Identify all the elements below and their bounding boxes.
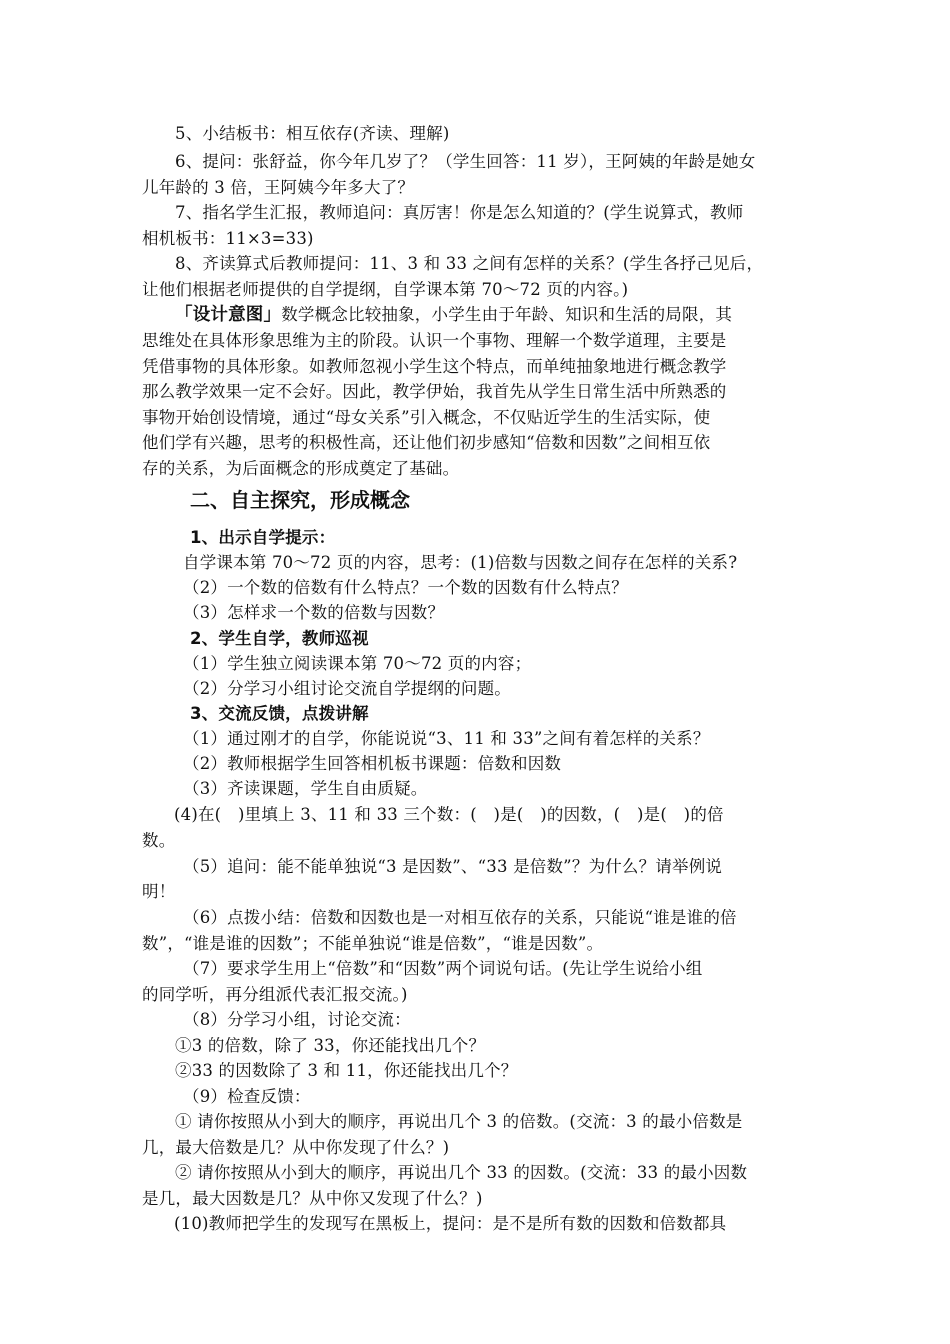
- summary-line: 5、小结板书：相互依存(齐读、理解): [175, 124, 450, 143]
- design-intent-tag: 「设计意图」: [175, 305, 282, 325]
- read-aloud-line: 8、齐读算式后教师提问：11、3 和 33 之间有怎样的关系？(学生各抒己见后，: [175, 254, 764, 273]
- step1-line: （3）怎样求一个数的倍数与因数？: [183, 603, 445, 622]
- step2-line: （1）学生独立阅读课本第 70～72 页的内容；: [183, 654, 532, 673]
- step3-line: ① 请你按照从小到大的顺序，再说出几个 3 的倍数。(交流：3 的最小倍数是: [175, 1112, 743, 1131]
- step3-line: 是几，最大因数是几？从中你又发现了什么？): [142, 1189, 483, 1208]
- step3-line: （7）要求学生用上“倍数”和“因数”两个词说句话。(先让学生说给小组: [183, 959, 703, 978]
- step3-line: 几，最大倍数是几？从中你发现了什么？): [142, 1138, 450, 1157]
- report-line: 7、指名学生汇报，教师追问：真厉害！你是怎么知道的？(学生说算式，教师: [175, 203, 744, 222]
- step3-line: （5）追问：能不能单独说“3 是因数”、“33 是倍数”？为什么？请举例说: [183, 857, 723, 876]
- step2-title: 2、学生自学，教师巡视: [190, 629, 369, 648]
- step3-line: （3）齐读课题，学生自由质疑。: [183, 779, 428, 798]
- step3-line: ②33 的因数除了 3 和 11，你还能找出几个？: [175, 1061, 518, 1080]
- step3-line: （6）点拨小结：倍数和因数也是一对相互依存的关系，只能说“谁是谁的倍: [183, 908, 737, 927]
- step3-line: 数”，“谁是谁的因数”；不能单独说“谁是倍数”，“谁是因数”。: [142, 934, 604, 953]
- design-intent-line: 凭借事物的具体形象。如教师忽视小学生这个特点，而单纯抽象地进行概念教学: [142, 357, 727, 376]
- step3-line: （1）通过刚才的自学，你能说说“3、11 和 33”之间有着怎样的关系？: [183, 729, 710, 748]
- step3-line: ② 请你按照从小到大的顺序，再说出几个 33 的因数。(交流：33 的最小因数: [175, 1163, 748, 1182]
- read-aloud-line-cont: 让他们根据老师提供的自学提纲，自学课本第 70～72 页的内容。): [142, 280, 629, 299]
- design-intent-line: 存的关系，为后面概念的形成奠定了基础。: [142, 459, 460, 478]
- step3-line: 明！: [142, 882, 176, 901]
- report-line-cont: 相机板书：11×3=33): [142, 229, 314, 248]
- question-line-cont: 儿年龄的 3 倍，王阿姨今年多大了？: [142, 178, 415, 197]
- question-line: 6、提问：张舒益，你今年几岁了？（学生回答：11 岁），王阿姨的年龄是她女: [175, 152, 756, 171]
- step1-line: （2）一个数的倍数有什么特点？一个数的因数有什么特点？: [183, 578, 628, 597]
- step3-line: (10)教师把学生的发现写在黑板上，提问：是不是所有数的因数和倍数都具: [174, 1214, 727, 1233]
- step3-line: 的同学听，再分组派代表汇报交流。): [142, 985, 408, 1004]
- design-intent-line: 思维处在具体形象思维为主的阶段。认识一个事物、理解一个数学道理，主要是: [142, 331, 727, 350]
- step3-line: (4)在( )里填上 3、11 和 33 三个数：( )是( )的因数，( )是( )的倍: [174, 805, 724, 824]
- section-heading: 二、自主探究，形成概念: [190, 488, 410, 512]
- design-intent-line: 那么教学效果一定不会好。因此，教学伊始，我首先从学生日常生活中所熟悉的: [142, 382, 727, 401]
- design-intent-first-line: [175, 303, 843, 327]
- step1-title: 1、出示自学提示：: [190, 528, 336, 547]
- design-intent-text: 数学概念比较抽象，小学生由于年龄、知识和生活的局限，其: [281, 305, 733, 324]
- step3-line: ①3 的倍数，除了 33，你还能找出几个？: [175, 1036, 486, 1055]
- design-intent-line: 事物开始创设情境，通过“母女关系”引入概念，不仅贴近学生的生活实际，使: [142, 408, 711, 427]
- step3-line: （8）分学习小组，讨论交流：: [183, 1010, 411, 1029]
- step3-line: （9）检查反馈：: [183, 1087, 311, 1106]
- step3-title: 3、交流反馈，点拨讲解: [190, 704, 369, 723]
- design-intent-line: 他们学有兴趣，思考的积极性高，还让他们初步感知“倍数和因数”之间相互依: [142, 433, 711, 452]
- step2-line: （2）分学习小组讨论交流自学提纲的问题。: [183, 679, 511, 698]
- step3-line: （2）教师根据学生回答相机板书课题：倍数和因数: [183, 754, 562, 773]
- step1-line: 自学课本第 70～72 页的内容，思考：(1)倍数与因数之间存在怎样的关系?: [183, 553, 738, 572]
- step3-line: 数。: [142, 831, 176, 850]
